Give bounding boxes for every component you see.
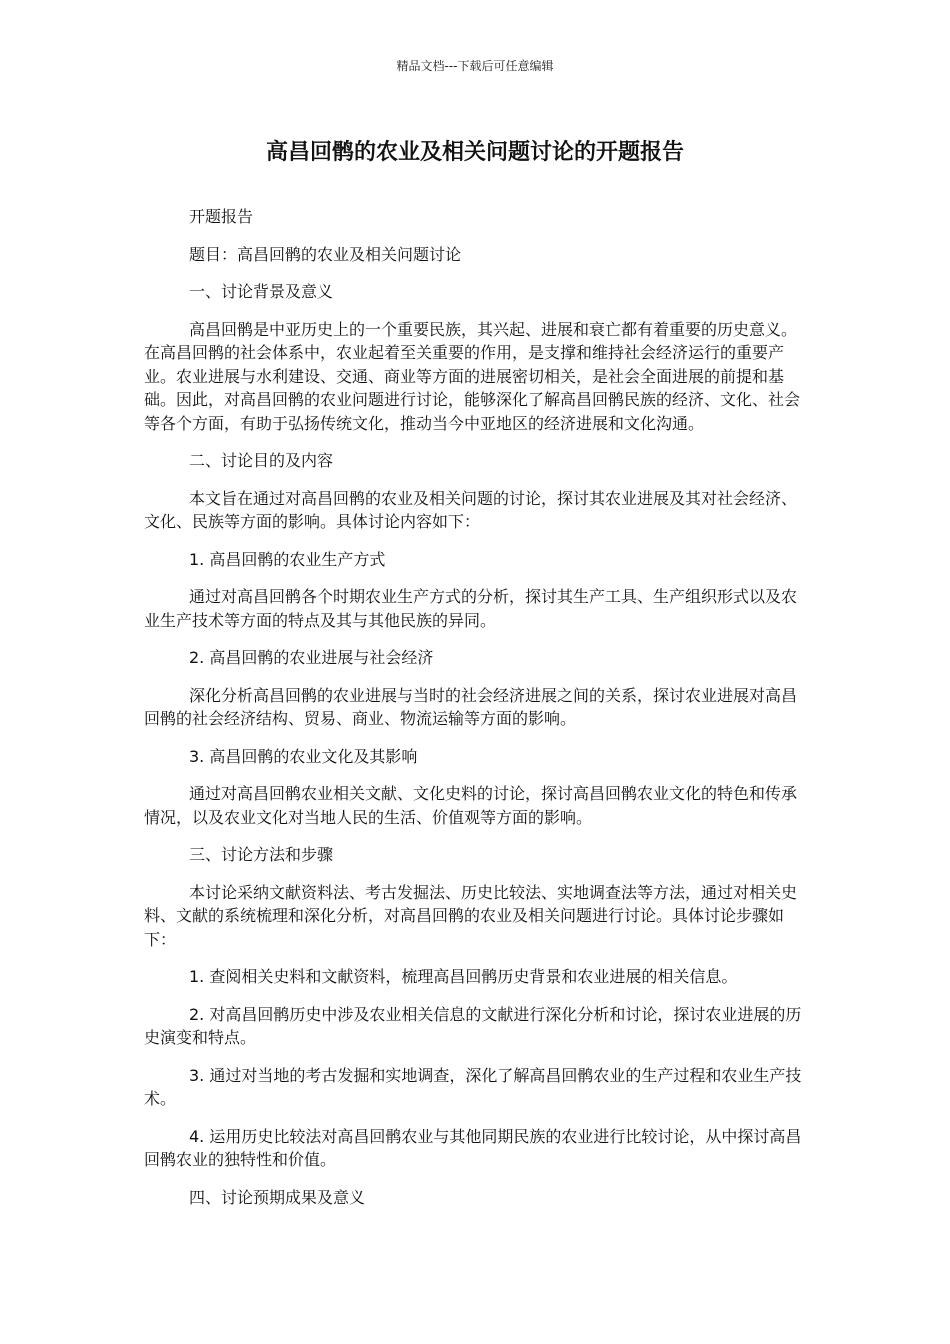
section-heading: 一、讨论背景及意义 <box>189 282 334 301</box>
topic-line: 题目：高昌回鹘的农业及相关问题讨论 <box>189 244 462 264</box>
subheading: 2. 高昌回鹘的农业进展与社会经济 <box>189 648 434 667</box>
paragraph: 本讨论采纳文献资料法、考古发掘法、历史比较法、实地调查法等方法，通过对相关史料、文献的系统梳理和深化分析，对高昌回鹘的农业及相关问题进行讨论。具体讨论步骤如下： <box>144 882 798 949</box>
paragraph: 通过对高昌回鹘各个时期农业生产方式的分析，探讨其生产工具、生产组织形式以及农业生产技术等方面的特点及其与其他民族的异同。 <box>144 587 798 630</box>
section-label: 开题报告 <box>189 207 254 226</box>
paragraph: 通过对高昌回鹘农业相关文献、文化史料的讨论，探讨高昌回鹘农业文化的特色和传承情况，以及农业文化对当地人民的生活、价值观等方面的影响。 <box>144 784 798 827</box>
document-body <box>144 205 806 1223</box>
header-note: 精品文档---下载后可任意编辑 <box>396 59 554 73</box>
document-title: 高昌回鹘的农业及相关问题讨论的开题报告 <box>265 140 684 165</box>
section-heading: 二、讨论目的及内容 <box>189 451 334 470</box>
section-heading: 三、讨论方法和步骤 <box>189 845 334 864</box>
step-item: 1. 查阅相关史料和文献资料，梳理高昌回鹘历史背景和农业进展的相关信息。 <box>189 967 738 986</box>
step-item: 4. 运用历史比较法对高昌回鹘农业与其他同期民族的农业进行比较讨论，从中探讨高昌回鹘农业的独特性和价值。 <box>144 1126 802 1169</box>
paragraph: 深化分析高昌回鹘的农业进展与当时的社会经济进展之间的关系，探讨农业进展对高昌回鹘的社会经济结构、贸易、商业、物流运输等方面的影响。 <box>144 685 798 728</box>
paragraph: 高昌回鹘是中亚历史上的一个重要民族，其兴起、进展和衰亡都有着重要的历史意义。在高昌回鹘的社会体系中，农业起着至关重要的作用，是支撑和维持社会经济运行的重要产业。农业进展与水利建设、交通、商业等方面的进展密切相关，是社会全面进展的前提和基础。因此，对高昌回鹘的农业问题进行讨论，能够深化了解高昌回鹘民族的经济、文化、社会等各个方面，有助于弘扬传统文化，推动当今中亚地区的经济进展和文化沟通。 <box>144 319 801 433</box>
subheading: 3. 高昌回鹘的农业文化及其影响 <box>189 746 418 766</box>
step-item: 3. 通过对当地的考古发掘和实地调查，深化了解高昌回鹘农业的生产过程和农业生产技术。 <box>144 1065 802 1108</box>
paragraph: 本文旨在通过对高昌回鹘的农业及相关问题的讨论，探讨其农业进展及其对社会经济、文化、民族等方面的影响。具体讨论内容如下： <box>144 488 798 531</box>
step-item: 2. 对高昌回鹘历史中涉及农业相关信息的文献进行深化分析和讨论，探讨农业进展的历史演变和特点。 <box>144 1004 802 1047</box>
subheading: 1. 高昌回鹘的农业生产方式 <box>189 549 386 569</box>
section-heading: 四、讨论预期成果及意义 <box>189 1187 366 1207</box>
